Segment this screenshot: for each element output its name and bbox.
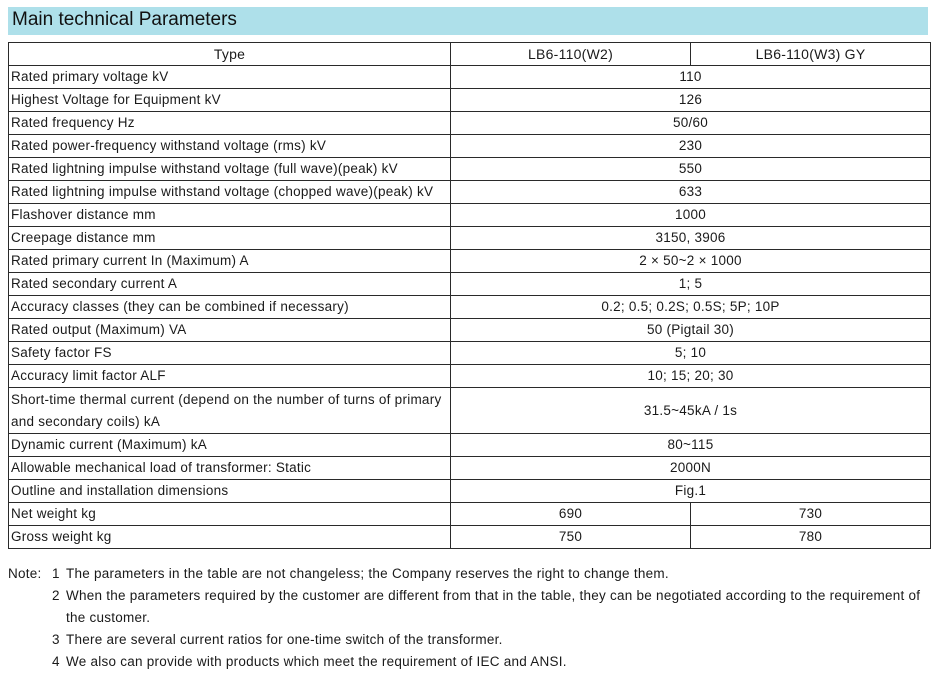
gross-weight-w3gy: 780: [691, 526, 931, 549]
table-row: [9, 388, 931, 434]
table-row: [9, 89, 931, 112]
row-label: Rated lightning impulse withstand voltage (chopped wave)(peak) kV: [9, 181, 451, 204]
table-row: [9, 296, 931, 319]
table-row: [9, 434, 931, 457]
row-label: Dynamic current (Maximum) kA: [9, 434, 451, 457]
note-item: [8, 563, 928, 585]
row-label: Accuracy classes (they can be combined if necessary): [9, 296, 451, 319]
row-value: 633: [451, 181, 931, 204]
note-number: 1: [52, 566, 60, 581]
net-weight-w3gy: 730: [691, 503, 931, 526]
note-number: 4: [52, 654, 60, 669]
table-row: [9, 181, 931, 204]
table-row: [9, 365, 931, 388]
row-value: 5; 10: [451, 342, 931, 365]
table-header-row: [9, 43, 931, 66]
row-label: Accuracy limit factor ALF: [9, 365, 451, 388]
note-text: The parameters in the table are not changeless; the Company reserves the right to change them.: [66, 566, 669, 581]
row-label: Gross weight kg: [9, 526, 451, 549]
table-row: [9, 480, 931, 503]
row-value: Fig.1: [451, 480, 931, 503]
row-value: 31.5~45kA / 1s: [451, 388, 931, 434]
row-value: 10; 15; 20; 30: [451, 365, 931, 388]
row-value: 230: [451, 135, 931, 158]
parameters-table: [8, 42, 931, 549]
row-label: Short-time thermal current (depend on the number of turns of primary and secondary coils) kA: [9, 388, 451, 434]
row-value: 1000: [451, 204, 931, 227]
row-value: 2 × 50~2 × 1000: [451, 250, 931, 273]
section-header: [8, 7, 928, 35]
table-row: [9, 250, 931, 273]
table-row: [9, 273, 931, 296]
note-item: [8, 651, 928, 673]
row-label: Creepage distance mm: [9, 227, 451, 250]
row-label: Rated lightning impulse withstand voltage (full wave)(peak) kV: [9, 158, 451, 181]
net-weight-row: [9, 503, 931, 526]
table-row: [9, 112, 931, 135]
net-weight-w2: 690: [451, 503, 691, 526]
row-label: Safety factor FS: [9, 342, 451, 365]
table-row: [9, 135, 931, 158]
row-value: 80~115: [451, 434, 931, 457]
row-value: 2000N: [451, 457, 931, 480]
table-row: [9, 227, 931, 250]
row-label: Allowable mechanical load of transformer: Static: [9, 457, 451, 480]
table-row: [9, 319, 931, 342]
row-value: 50/60: [451, 112, 931, 135]
note-number: 2: [52, 588, 60, 603]
notes-section: [8, 563, 928, 673]
table-row: [9, 158, 931, 181]
row-label: Rated frequency Hz: [9, 112, 451, 135]
row-label: Flashover distance mm: [9, 204, 451, 227]
header-model-w2: LB6-110(W2): [451, 43, 691, 66]
note-prefix: Note:: [8, 566, 42, 581]
row-value: 126: [451, 89, 931, 112]
row-label: Rated power-frequency withstand voltage (rms) kV: [9, 135, 451, 158]
row-label: Rated primary current In (Maximum) A: [9, 250, 451, 273]
table-row: [9, 204, 931, 227]
note-text: There are several current ratios for one-time switch of the transformer.: [66, 632, 503, 647]
note-item: [8, 629, 928, 651]
row-label: Net weight kg: [9, 503, 451, 526]
table-row: [9, 66, 931, 89]
row-value: 550: [451, 158, 931, 181]
row-label: Rated secondary current A: [9, 273, 451, 296]
table-row: [9, 457, 931, 480]
row-label: Rated output (Maximum) VA: [9, 319, 451, 342]
row-label: Rated primary voltage kV: [9, 66, 451, 89]
row-value: 3150, 3906: [451, 227, 931, 250]
row-value: 50 (Pigtail 30): [451, 319, 931, 342]
header-type: Type: [9, 43, 451, 66]
note-text: We also can provide with products which meet the requirement of IEC and ANSI.: [66, 654, 567, 669]
row-value: 0.2; 0.5; 0.2S; 0.5S; 5P; 10P: [451, 296, 931, 319]
note-text: When the parameters required by the customer are different from that in the table, they can be negotiated according to the requirement of the customer.: [66, 588, 921, 625]
table-row: [9, 342, 931, 365]
header-model-w3gy: LB6-110(W3) GY: [691, 43, 931, 66]
gross-weight-row: [9, 526, 931, 549]
note-number: 3: [52, 632, 60, 647]
note-item: [8, 585, 928, 629]
gross-weight-w2: 750: [451, 526, 691, 549]
row-value: 1; 5: [451, 273, 931, 296]
row-value: 110: [451, 66, 931, 89]
row-label: Outline and installation dimensions: [9, 480, 451, 503]
row-label: Highest Voltage for Equipment kV: [9, 89, 451, 112]
page-title: Main technical Parameters: [12, 9, 237, 30]
